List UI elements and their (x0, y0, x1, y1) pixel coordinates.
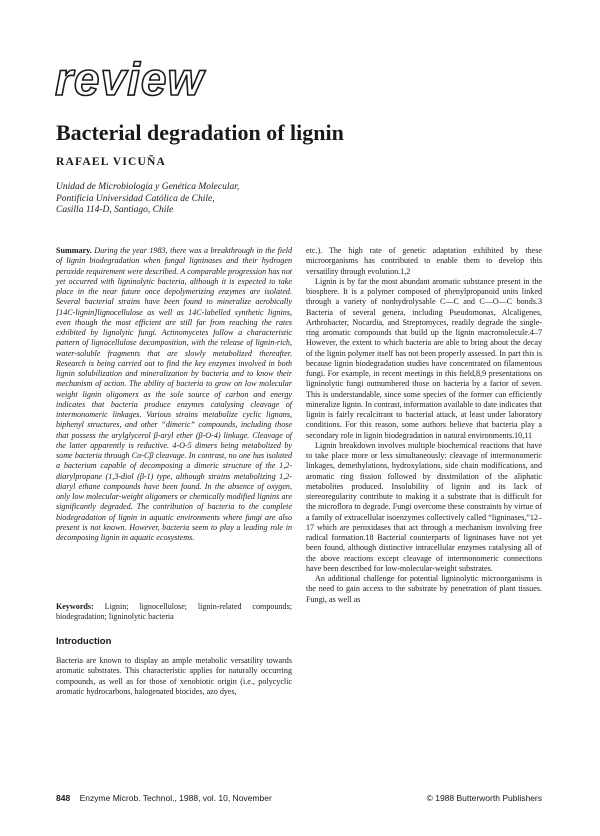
summary-block (56, 246, 292, 543)
paragraph: Lignin is by far the most abundant aromatic substance present in the biosphere. It is a polymer composed of phenylpropanoid units linked through a variety of nonhydrolysable C—C and C—O—C bonds.3 Bacteria of several genera, including Pseudomonas, Alcaligenes, Arthrobacter, Nocardia, and Streptomyces, readily degrade the single-ring aromatic compounds that build up the lignin macromolecule.4–7 However, the extent to which bacteria are able to bring about the decay of the lignin polymer itself has not been properly assessed. In part this is because lignin biodegradation studies have concentrated on filamentous fungi. For example, in recent meetings in this field,8,9 presentations on ligninolytic fungi outnumbered those on bacteria by a factor of seven. This is understandable, since some species of the former can efficiently mineralize lignin. In contrast, information available to date indicates that lignin is fairly recalcitrant to bacterial attack, at least under laboratory conditions. For this reason, some authors believe that bacteria play a secondary role in lignin biodegradation in natural environments.10,11 (306, 276, 542, 440)
keywords-label: Keywords: (56, 602, 94, 611)
section-kicker: review (55, 53, 205, 105)
intro-text: Bacteria are known to display an ample metabolic versatility towards aromatic substrates. This characteristic applies for naturally occurring compounds, as well as for those of xenobiotic origin (i.e., polycyclic aromatic hydrocarbons, halogenated biocides, azo dyes, (56, 656, 292, 696)
page-footer (56, 793, 542, 803)
journal-citation: Enzyme Microb. Technol., 1988, vol. 10, November (79, 793, 272, 803)
page-number: 848 (56, 793, 71, 803)
keywords-text: Lignin; lignocellulose; lignin-related compounds; biodegradation; ligninolytic bacteria (56, 602, 292, 622)
summary-label: Summary. (56, 246, 92, 255)
affiliation-line: Unidad de Microbiología y Genética Molecular, (56, 182, 240, 192)
paragraph: etc.). The high rate of genetic adaptation exhibited by these microorganisms has contributed to enable them to develop this versatility through evolution.1,2 (306, 246, 542, 276)
author-name: RAFAEL VICUÑA (56, 156, 167, 168)
intro-heading: Introduction (56, 636, 112, 647)
keywords-block (56, 602, 292, 623)
author-affiliation (56, 182, 239, 217)
affiliation-line: Casilla 114-D, Santiago, Chile (56, 205, 174, 215)
right-column (306, 246, 542, 605)
paragraph: An additional challenge for potential ligninolytic microorganisms is the need to gain access to the substrate by penetration of plant tissues. Fungi, as well as (306, 574, 542, 604)
paragraph: Lignin breakdown involves multiple biochemical reactions that have to take place more or less simultaneously: cleavage of intermonomeric linkages, demethylations, hydroxylations, side chain modifications, and aromatic ring fission followed by dissimilation of the aliphatic metabolites produced. Insolubility of lignin and its lack of stereoregularity contribute to making it a substrate that is difficult for the microflora to degrade. Fungi overcome these constraints by virtue of a family of extracellular isoenzymes collectively called “ligninases,”12–17 which are peroxidases that act through a mechanism involving free radical formation.18 Bacterial counterparts of ligninases have not yet been found, although distinctive intracellular enzymes catalysing all of the above reactions except cleavage of intermonomeric connections have been described for low-molecular-weight substrates. (306, 440, 542, 573)
affiliation-line: Pontificia Universidad Católica de Chile, (56, 193, 215, 204)
summary-text: During the year 1983, there was a breakthrough in the field of lignin biodegradation when fungal ligninases and their hydrogen peroxide requirement were described. A comparable progression has not yet occurred with ligninolytic bacteria, although it is expected to take place in the near future once depolymerizing enzymes are isolated. Several bacterial strains have been found to mineralize aerobically [14C-lignin]lignocellulose as well as 14C-labelled synthetic lignins, even though the most efficient are still far from reaching the rates exhibited by lignolytic fungi. Actinomycetes follow a characteristic pattern of lignocellulose decomposition, with the release of lignin-rich, water-soluble fragments that are slowly metabolized thereafter. Research is being carried out to find the key enzymes involved in both lignin solubilization and mineralization by bacteria and to know their mechanism of action. The ability of bacteria to grow on low molecular weight lignin oligomers as the sole source of carbon and energy indicates that bacteria produce enzymes catalysing cleavage of intermonomeric linkages. Various strains metabolize cyclic lignans, biphenyl structures, and other “dimeric” compounds, including those that possess the arylglycerol β-aryl ether (β-O-4) linkage. Cleavage of the latter apparently is reductive. 4-O-5 dimers being metabolized by some bacteria through Cα-Cβ cleavage. In contrast, no one has isolated a bacterium capable of decomposing a dimeric structure of the 1,2-diarylpropane (1,3-diol (β-1) type, although strains metabolizing 1,2-diaryl ethane compounds have been found. In the absence of oxygen, only low molecular-weight oligomers or chemically modified lignins are significantly degraded. The contribution of bacteria to the complete biodegradation of lignin in aquatic environments where fungi are also present is not known. However, bacteria seem to play a leading role in decomposing lignin in aquatic ecosystems. (56, 246, 292, 542)
copyright-notice: © 1988 Butterworth Publishers (426, 793, 542, 803)
article-title: Bacterial degradation of lignin (56, 120, 344, 145)
